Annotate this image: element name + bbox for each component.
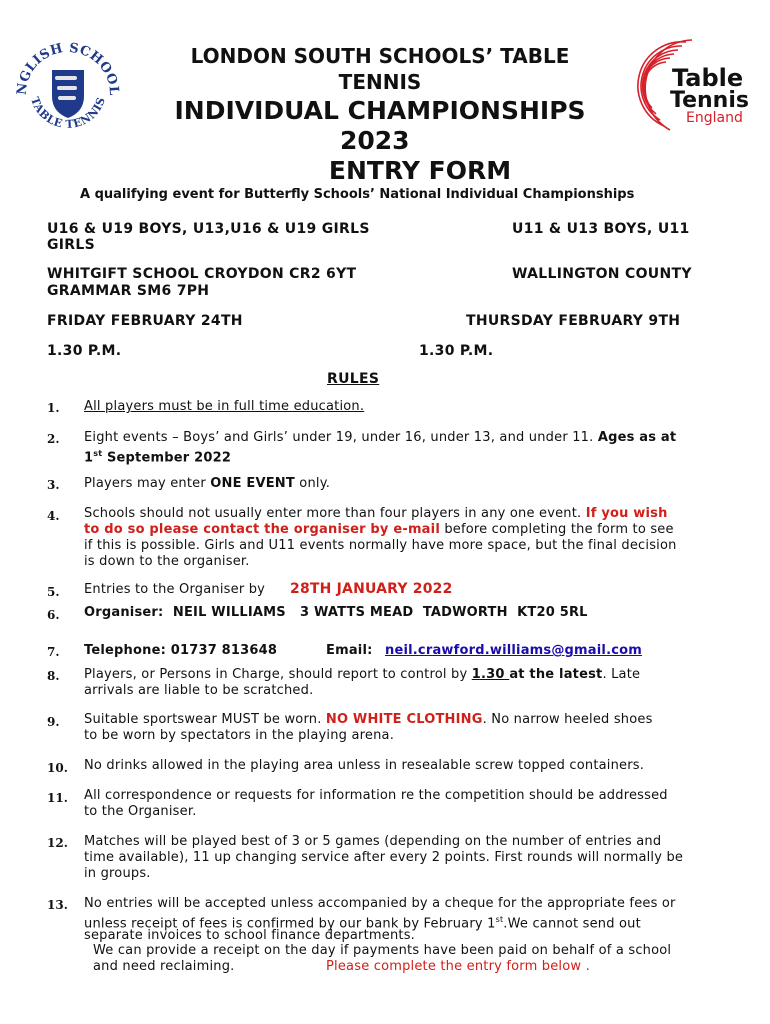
svg-text:TABLE TENNIS: TABLE TENNIS bbox=[27, 95, 109, 132]
rule-number: 7. bbox=[47, 645, 60, 659]
rule-12-line-3: in groups. bbox=[84, 866, 151, 881]
rule-number: 3. bbox=[47, 478, 60, 492]
right-time: 1.30 P.M. bbox=[419, 343, 494, 359]
table-tennis-england-logo bbox=[636, 34, 754, 134]
right-venue: WALLINGTON COUNTY bbox=[512, 266, 692, 282]
rule-number: 6. bbox=[47, 608, 60, 622]
table-tennis-england-swoosh-icon bbox=[636, 34, 754, 134]
rule-12-line-1: Matches will be played best of 3 or 5 games (depending on the number of entries and bbox=[84, 834, 662, 849]
svg-text:ENGLISH SCHOOLS: NGLISH SCHOOL bbox=[14, 40, 122, 97]
rule-2-date-a: 1 bbox=[84, 450, 94, 466]
rule-2-line-1 bbox=[84, 430, 744, 446]
rule-8-line-1 bbox=[84, 667, 640, 683]
rule-4-pre: Schools should not usually enter more than four players in any one event. bbox=[84, 506, 586, 521]
right-date: THURSDAY FEBRUARY 9TH bbox=[466, 313, 681, 329]
right-events: U11 & U13 BOYS, U11 bbox=[512, 221, 690, 237]
subtitle: A qualifying event for Butterfly Schools’ National Individual Championships bbox=[80, 187, 635, 202]
rule-13-line-4: We can provide a receipt on the day if payments have been paid on behalf of a school bbox=[93, 943, 672, 958]
left-date: FRIDAY FEBRUARY 24TH bbox=[47, 313, 243, 329]
rule-12-line-2: time available), 11 up changing service after every 2 points. First rounds will normally be bbox=[84, 850, 684, 865]
rule-11-line-2: to the Organiser. bbox=[84, 804, 197, 819]
rule-4-line-3: if this is possible. Girls and U11 events normally have more space, but the final decision bbox=[84, 538, 677, 553]
left-venue-line-2: GRAMMAR SM6 7PH bbox=[47, 283, 210, 299]
rule-13-sup: st bbox=[495, 915, 504, 924]
title-line-1: LONDON SOUTH SCHOOLS’ TABLE bbox=[190, 44, 570, 68]
rule-3-post: only. bbox=[294, 476, 331, 491]
rule-10-text: No drinks allowed in the playing area unless in resealable screw topped containers. bbox=[84, 758, 645, 773]
rule-9-line-2: to be worn by spectators in the playing arena. bbox=[84, 728, 395, 743]
rule-3-line bbox=[84, 476, 330, 492]
rule-number: 11. bbox=[47, 791, 68, 805]
svg-text:Table: Table bbox=[672, 64, 744, 92]
rule-8-post: . Late bbox=[602, 667, 641, 682]
rule-4-line-2 bbox=[84, 522, 674, 538]
rule-13-line-3: separate invoices to school finance departments. bbox=[84, 928, 416, 943]
rule-9-post: . No narrow heeled shoes bbox=[482, 712, 653, 727]
rule-number: 8. bbox=[47, 669, 60, 683]
rule-number: 13. bbox=[47, 898, 68, 912]
rule-2-date-b: September 2022 bbox=[102, 450, 232, 466]
rule-9-red: NO WHITE CLOTHING bbox=[325, 712, 483, 727]
rule-9-line-1 bbox=[84, 712, 653, 728]
rule-2-ages-bold: Ages as at bbox=[597, 430, 677, 445]
complete-entry-form-note: Please complete the entry form below . bbox=[326, 959, 590, 974]
rules-heading: RULES bbox=[327, 371, 380, 387]
rule-number: 4. bbox=[47, 509, 60, 523]
svg-text:Tennis: Tennis bbox=[670, 88, 749, 113]
english-schools-table-tennis-logo bbox=[14, 36, 122, 144]
rule-number: 2. bbox=[47, 432, 60, 446]
rule-4-line-1 bbox=[84, 506, 668, 522]
rule-4-red-1: If you wish bbox=[585, 506, 668, 521]
rule-6-organiser: Organiser: NEIL WILLIAMS 3 WATTS MEAD TADWORTH KT20 5RL bbox=[84, 605, 588, 620]
rule-1-text: All players must be in full time education. bbox=[84, 399, 365, 414]
title-line-4: 2023 bbox=[340, 126, 410, 155]
rule-number: 1. bbox=[47, 401, 60, 415]
rule-13-line-2b: .We cannot send out bbox=[503, 916, 641, 932]
rule-13-line-1: No entries will be accepted unless accompanied by a cheque for the appropriate fees or bbox=[84, 896, 676, 911]
rule-8-bold: at the latest bbox=[509, 667, 603, 682]
left-time: 1.30 P.M. bbox=[47, 343, 122, 359]
rule-4-red-2: to do so please contact the organiser by e-mail bbox=[84, 522, 440, 537]
rule-number: 9. bbox=[47, 715, 60, 729]
svg-text:England: England bbox=[686, 110, 743, 126]
left-venue-line-1: WHITGIFT SCHOOL CROYDON CR2 6YT bbox=[47, 266, 357, 282]
rule-2-sup: st bbox=[93, 449, 103, 458]
title-line-2: TENNIS bbox=[338, 70, 422, 94]
rule-number: 12. bbox=[47, 836, 68, 850]
left-events-line-1: U16 & U19 BOYS, U13,U16 & U19 GIRLS bbox=[47, 221, 370, 237]
rule-number: 5. bbox=[47, 585, 60, 599]
title-line-5: ENTRY FORM bbox=[328, 156, 512, 185]
rule-4-post: before completing the form to see bbox=[439, 522, 674, 537]
rule-2-line-2 bbox=[84, 446, 231, 466]
rule-5-deadline: 28TH JANUARY 2022 bbox=[290, 581, 453, 597]
rule-8-time: 1.30 bbox=[471, 667, 510, 682]
rule-9-pre: Suitable sportswear MUST be worn. bbox=[84, 712, 326, 727]
rule-4-line-4: is down to the organiser. bbox=[84, 554, 250, 569]
rule-7-email-label: Email: bbox=[326, 643, 373, 658]
rule-3-bold: ONE EVENT bbox=[210, 476, 295, 491]
rule-8-pre: Players, or Persons in Charge, should report to control by bbox=[84, 667, 472, 682]
rule-8-line-2: arrivals are liable to be scratched. bbox=[84, 683, 314, 698]
left-events-line-2: GIRLS bbox=[47, 237, 95, 253]
rule-7-telephone: Telephone: 01737 813648 bbox=[84, 643, 278, 658]
organiser-email-link[interactable]: neil.crawford.williams@gmail.com bbox=[385, 643, 643, 658]
rule-2-text: Eight events – Boys’ and Girls’ under 19, under 16, under 13, and under 11. bbox=[84, 430, 598, 445]
rule-11-line-1: All correspondence or requests for information re the competition should be addressed bbox=[84, 788, 668, 803]
three-lions-shield-icon bbox=[14, 36, 122, 144]
rule-13-line-2a: unless receipt of fees is confirmed by our bank by February 1 bbox=[84, 916, 496, 932]
rule-13-line-5: and need reclaiming. bbox=[93, 959, 235, 974]
title-line-3: INDIVIDUAL CHAMPIONSHIPS bbox=[174, 96, 586, 125]
rule-5-pre: Entries to the Organiser by bbox=[84, 582, 266, 597]
rule-3-pre: Players may enter bbox=[84, 476, 211, 491]
rule-number: 10. bbox=[47, 761, 68, 775]
